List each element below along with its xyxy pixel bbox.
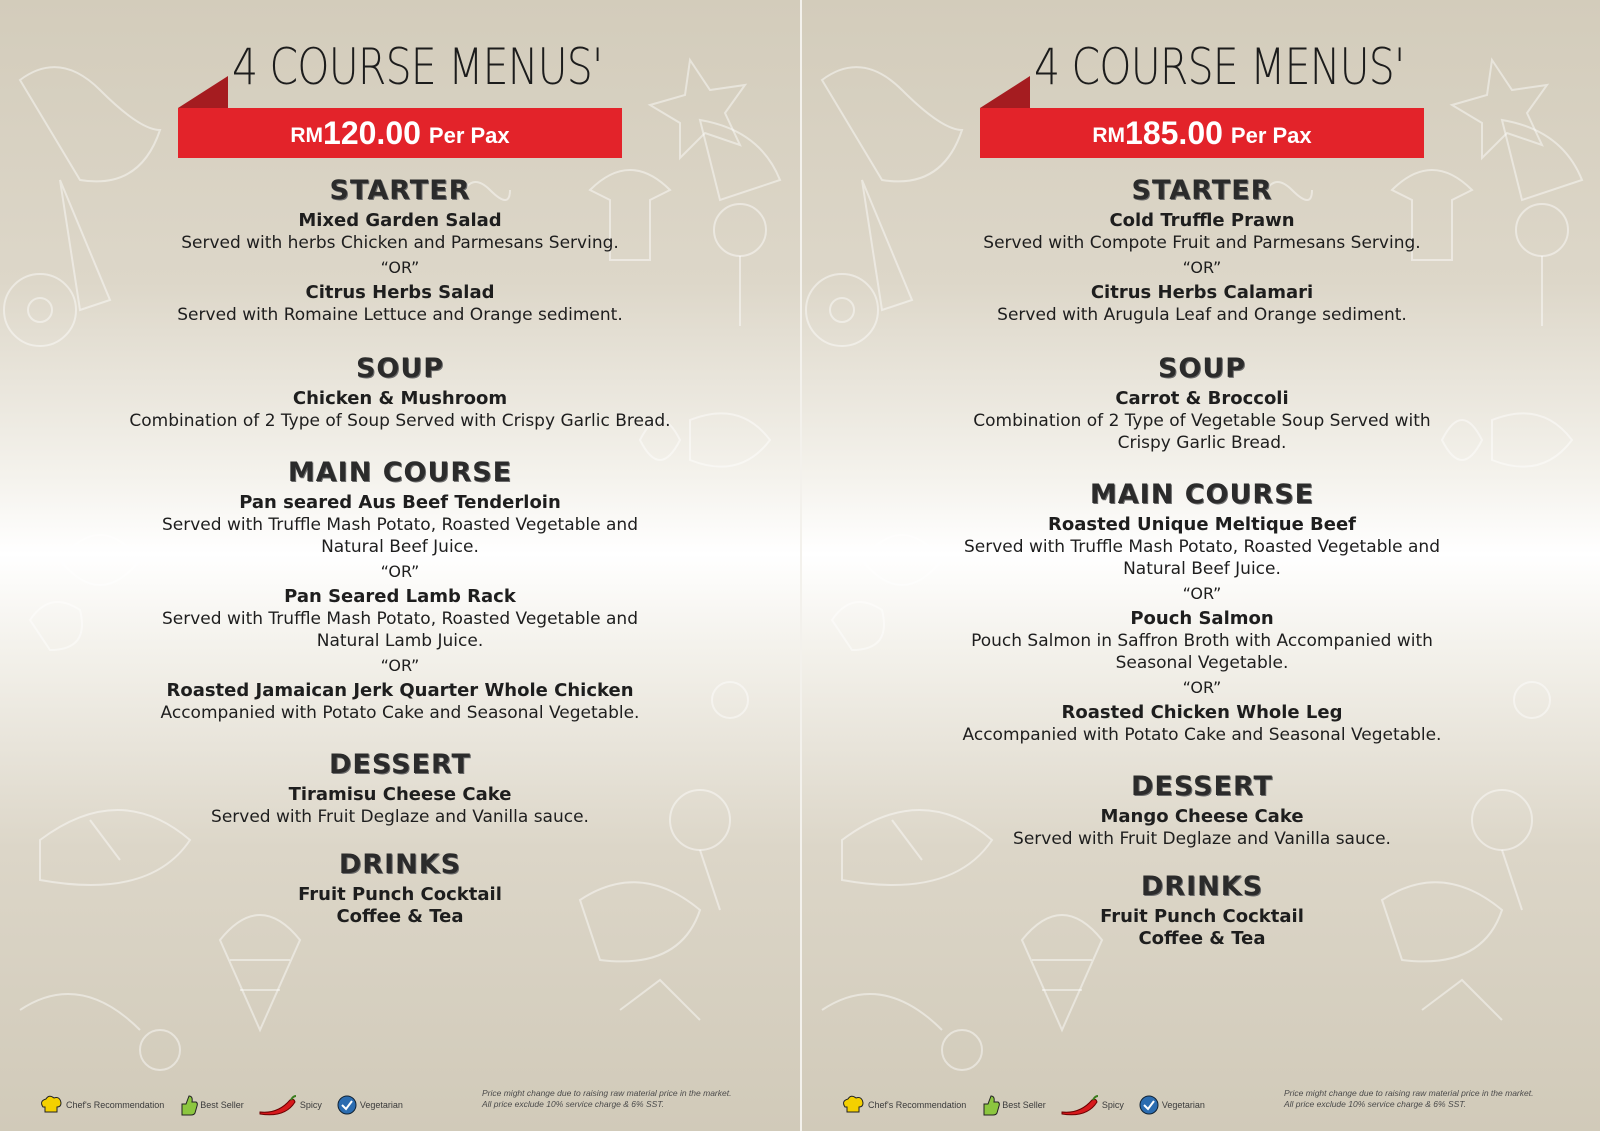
dish-name: Pan Seared Lamb Rack [284,586,516,607]
chili-pepper-icon [1060,1094,1100,1116]
dish-name: Citrus Herbs Salad [305,282,495,303]
legend [840,1090,1219,1120]
dish-name: Roasted Unique Meltique Beef [1047,514,1357,535]
dish-description: Served with Fruit Deglaze and Vanilla sauce. [211,807,589,827]
menu-title: 4 COURSE MENUS' [232,38,603,96]
legend-label: Vegetarian [359,1100,403,1110]
dish-description: Served with Romaine Lettuce and Orange sediment. [177,305,623,325]
drink-item: Fruit Punch Cocktail [298,884,502,905]
price-unit: Per Pax [1230,123,1312,148]
disclaimer-line: Price might change due to raising raw material price in the market. [1284,1088,1534,1098]
or-separator: “OR” [1182,584,1222,603]
section-heading-dessert: DESSERT [329,749,471,780]
section-heading-soup: SOUP [1157,353,1247,384]
starter-section [0,172,800,326]
drinks-section [802,868,1600,950]
dish-description: Pouch Salmon in Saffron Broth with Accompanied with Seasonal Vegetable. [971,631,1433,673]
dish-name: Roasted Jamaican Jerk Quarter Whole Chicken [166,680,634,701]
legend-chef [38,1095,164,1115]
menu-title: 4 COURSE MENUS' [1034,38,1405,96]
disclaimer-line: All price exclude 10% service charge & 6% SST. [482,1099,665,1109]
section-heading-main-course: MAIN COURSE [1089,479,1315,510]
dish-name: Pan seared Aus Beef Tenderloin [239,492,561,513]
dish-name: Pouch Salmon [1130,608,1274,629]
legend [38,1090,417,1120]
price-amount: 185.00 [1125,114,1223,151]
dish-description: Served with Truffle Mash Potato, Roasted Vegetable and Natural Beef Juice. [964,537,1440,579]
legend-label: Chef's Recommendation [66,1100,165,1110]
legend-spicy [1060,1094,1124,1116]
dish-description: Served with Truffle Mash Potato, Roasted Vegetable and Natural Beef Juice. [162,515,638,557]
disclaimer [482,1088,782,1110]
price-banner [178,108,622,158]
chef-hat-icon [840,1095,866,1115]
dessert-section [0,746,800,828]
legend-chef [840,1095,966,1115]
legend-best [178,1094,244,1116]
dish-name: Mango Cheese Cake [1100,806,1304,827]
section-heading-soup: SOUP [355,353,445,384]
dish-name: Cold Truffle Prawn [1109,210,1295,231]
section-heading-starter: STARTER [329,175,471,206]
section-heading-drinks: DRINKS [338,849,462,880]
thumbs-up-icon [980,1094,1000,1116]
dish-description: Combination of 2 Type of Vegetable Soup Served with Crispy Garlic Bread. [973,411,1431,453]
dish-description: Served with herbs Chicken and Parmesans Serving. [181,233,619,253]
section-heading-dessert: DESSERT [1131,771,1273,802]
price-amount: 120.00 [323,114,421,151]
dish-name: Chicken & Mushroom [292,388,508,409]
dish-description: Accompanied with Potato Cake and Seasonal Vegetable. [962,725,1442,745]
main-course-section [802,476,1600,746]
drink-item: Coffee & Tea [1138,928,1266,949]
dish-description: Served with Arugula Leaf and Orange sediment. [997,305,1407,325]
dish-description: Served with Compote Fruit and Parmesans Serving. [983,233,1421,253]
price-unit: Per Pax [428,123,510,148]
legend-label: Best Seller [1002,1100,1046,1110]
legend-label: Spicy [299,1100,322,1110]
chili-pepper-icon [258,1094,298,1116]
or-separator: “OR” [380,656,420,675]
dish-name: Carrot & Broccoli [1115,388,1289,409]
disclaimer [1284,1088,1584,1110]
section-heading-starter: STARTER [1131,175,1273,206]
legend-label: Vegetarian [1161,1100,1205,1110]
dish-name: Roasted Chicken Whole Leg [1061,702,1343,723]
thumbs-up-icon [178,1094,198,1116]
or-separator: “OR” [380,562,420,581]
legend-label: Spicy [1101,1100,1124,1110]
price-currency: RM [1092,124,1126,147]
dish-name: Citrus Herbs Calamari [1090,282,1314,303]
or-separator: “OR” [1182,678,1222,697]
price-currency: RM [290,124,324,147]
disclaimer-line: All price exclude 10% service charge & 6% SST. [1284,1099,1467,1109]
soup-section [802,350,1600,454]
legend-veg [1138,1094,1205,1116]
vegetarian-icon [1138,1094,1160,1116]
legend-label: Best Seller [200,1100,244,1110]
legend-spicy [258,1094,322,1116]
or-separator: “OR” [380,258,420,277]
or-separator: “OR” [1182,258,1222,277]
drink-item: Fruit Punch Cocktail [1100,906,1304,927]
dish-description: Combination of 2 Type of Soup Served with Crispy Garlic Bread. [129,411,671,431]
ribbon-fold [980,76,1030,108]
section-heading-drinks: DRINKS [1140,871,1264,902]
dessert-section [802,768,1600,850]
menu-page-right [802,0,1600,1131]
dish-name: Mixed Garden Salad [298,210,502,231]
vegetarian-icon [336,1094,358,1116]
ribbon-fold [178,76,228,108]
section-heading-main-course: MAIN COURSE [287,457,513,488]
soup-section [0,350,800,432]
price-banner [980,108,1424,158]
legend-veg [336,1094,403,1116]
menu-content [0,172,800,928]
menu-content [802,172,1600,950]
main-course-section [0,454,800,724]
drink-item: Coffee & Tea [336,906,464,927]
dish-name: Tiramisu Cheese Cake [288,784,512,805]
dish-description: Served with Truffle Mash Potato, Roasted Vegetable and Natural Lamb Juice. [162,609,638,651]
dish-description: Served with Fruit Deglaze and Vanilla sauce. [1013,829,1391,849]
drinks-section [0,846,800,928]
disclaimer-line: Price might change due to raising raw material price in the market. [482,1088,732,1098]
chef-hat-icon [38,1095,64,1115]
legend-label: Chef's Recommendation [868,1100,967,1110]
legend-best [980,1094,1046,1116]
starter-section [802,172,1600,326]
dish-description: Accompanied with Potato Cake and Seasonal Vegetable. [160,703,640,723]
